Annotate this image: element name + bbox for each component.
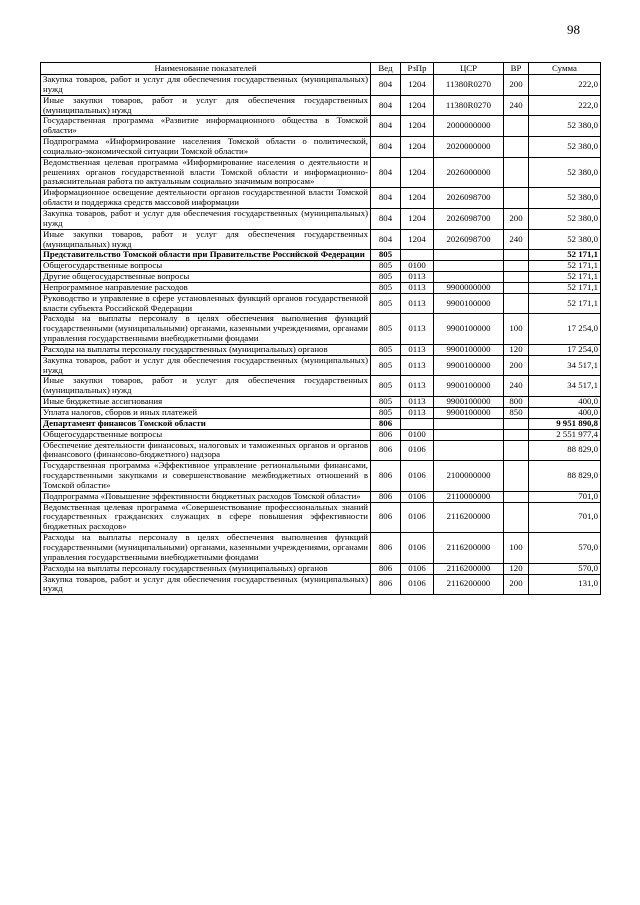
row-ved-cell: 805 [371,314,401,345]
row-vr-cell: 100 [504,314,529,345]
row-rzpr-cell: 1204 [401,95,434,116]
row-sum-cell: 400,0 [529,408,601,419]
row-ved-cell: 805 [371,293,401,314]
row-ved-cell: 805 [371,397,401,408]
table-row [41,75,601,96]
row-vr-cell: 240 [504,376,529,397]
row-rzpr-cell: 0113 [401,293,434,314]
table-row [41,574,601,595]
row-csr-cell: 9900100000 [434,397,504,408]
row-ved-cell: 806 [371,574,401,595]
row-vr-cell [504,116,529,137]
row-csr-cell: 2100000000 [434,461,504,492]
row-ved-cell: 805 [371,282,401,293]
row-csr-cell: 11380R0270 [434,75,504,96]
row-sum-cell: 9 951 890,8 [529,418,601,429]
row-sum-cell: 52 171,1 [529,261,601,272]
row-rzpr-cell: 0113 [401,314,434,345]
row-ved-cell: 806 [371,429,401,440]
table-row [41,491,601,502]
row-csr-cell: 2020000000 [434,137,504,158]
table-row [41,429,601,440]
row-rzpr-cell: 0106 [401,491,434,502]
row-ved-cell: 805 [371,272,401,283]
row-rzpr-cell: 0106 [401,440,434,461]
row-rzpr-cell: 0113 [401,376,434,397]
row-ved-cell: 804 [371,188,401,209]
table-row [41,137,601,158]
row-name-cell: Расходы на выплаты персоналу в целях обеспечения выполнения функций государственными (муниципальными) органами, казенными учреждениями, органами управления государственными внебюджетными фондами [41,314,371,345]
row-vr-cell: 240 [504,229,529,250]
header-vr: ВР [504,63,529,75]
row-csr-cell: 2026098700 [434,208,504,229]
row-rzpr-cell: 1204 [401,137,434,158]
row-sum-cell: 400,0 [529,397,601,408]
table-row [41,440,601,461]
row-sum-cell: 52 380,0 [529,188,601,209]
row-rzpr-cell: 0106 [401,563,434,574]
row-ved-cell: 804 [371,137,401,158]
row-name-cell: Иные закупки товаров, работ и услуг для обеспечения государственных (муниципальных) нужд [41,376,371,397]
header-csr: ЦСР [434,63,504,75]
row-ved-cell: 805 [371,344,401,355]
row-vr-cell: 100 [504,533,529,564]
row-sum-cell: 52 380,0 [529,208,601,229]
row-csr-cell: 2116200000 [434,502,504,533]
row-sum-cell: 17 254,0 [529,344,601,355]
row-vr-cell [504,502,529,533]
row-sum-cell: 52 171,1 [529,293,601,314]
row-rzpr-cell: 1204 [401,157,434,188]
table-row [41,344,601,355]
row-sum-cell: 34 517,1 [529,376,601,397]
row-sum-cell: 701,0 [529,491,601,502]
budget-table [40,62,601,595]
header-rzpr: РзПр [401,63,434,75]
row-vr-cell: 120 [504,344,529,355]
page-number: 98 [567,22,580,37]
row-csr-cell [434,440,504,461]
row-ved-cell: 804 [371,229,401,250]
row-rzpr-cell: 0106 [401,461,434,492]
row-name-cell: Уплата налогов, сборов и иных платежей [41,408,371,419]
row-name-cell: Закупка товаров, работ и услуг для обеспечения государственных (муниципальных) нужд [41,574,371,595]
header-sum: Сумма [529,63,601,75]
row-ved-cell: 805 [371,376,401,397]
row-name-cell: Другие общегосударственные вопросы [41,272,371,283]
row-name-cell: Закупка товаров, работ и услуг для обеспечения государственных (муниципальных) нужд [41,75,371,96]
row-name-cell: Непрограммное направление расходов [41,282,371,293]
row-name-cell: Закупка товаров, работ и услуг для обеспечения государственных (муниципальных) нужд [41,208,371,229]
row-csr-cell: 2000000000 [434,116,504,137]
row-sum-cell: 222,0 [529,95,601,116]
row-sum-cell: 52 171,1 [529,282,601,293]
table-row [41,157,601,188]
row-sum-cell: 570,0 [529,533,601,564]
row-name-cell: Государственная программа «Эффективное управление региональными финансами, государственными закупками и совершенствование межбюджетных отношений в Томской области» [41,461,371,492]
row-ved-cell: 806 [371,533,401,564]
row-csr-cell: 2116200000 [434,574,504,595]
table-row [41,418,601,429]
row-csr-cell [434,272,504,283]
row-csr-cell: 9900100000 [434,344,504,355]
row-name-cell: Иные закупки товаров, работ и услуг для обеспечения государственных (муниципальных) нужд [41,229,371,250]
row-name-cell: Подпрограмма «Информирование населения Томской области о политической, социально-экономической ситуации Томской области» [41,137,371,158]
row-name-cell: Департамент финансов Томской области [41,418,371,429]
row-name-cell: Ведомственная целевая программа «Информирование населения о деятельности и решениях органов государственной власти Томской области и информационно-разъяснительная работа по актуальным социально значимым вопросам» [41,157,371,188]
row-name-cell: Государственная программа «Развитие информационного общества в Томской области» [41,116,371,137]
row-sum-cell: 52 380,0 [529,116,601,137]
table-row [41,461,601,492]
row-csr-cell: 9900000000 [434,282,504,293]
row-sum-cell: 34 517,1 [529,355,601,376]
row-sum-cell: 52 171,1 [529,272,601,283]
row-vr-cell [504,157,529,188]
row-name-cell: Руководство и управление в сфере установленных функций органов государственной власти субъекта Российской Федерации [41,293,371,314]
row-rzpr-cell: 1204 [401,208,434,229]
row-csr-cell: 2116200000 [434,563,504,574]
table-row [41,250,601,261]
table-row [41,261,601,272]
table-row [41,397,601,408]
row-vr-cell [504,250,529,261]
row-vr-cell [504,272,529,283]
row-ved-cell: 804 [371,95,401,116]
row-sum-cell: 88 829,0 [529,461,601,492]
row-rzpr-cell: 0100 [401,261,434,272]
row-vr-cell: 120 [504,563,529,574]
row-sum-cell: 701,0 [529,502,601,533]
row-ved-cell: 805 [371,355,401,376]
table-row [41,314,601,345]
row-vr-cell: 850 [504,408,529,419]
row-name-cell: Закупка товаров, работ и услуг для обеспечения государственных (муниципальных) нужд [41,355,371,376]
row-rzpr-cell: 0100 [401,429,434,440]
row-vr-cell: 200 [504,574,529,595]
row-rzpr-cell: 1204 [401,188,434,209]
row-csr-cell: 9900100000 [434,376,504,397]
table-row [41,355,601,376]
table-row [41,533,601,564]
row-vr-cell [504,293,529,314]
row-ved-cell: 806 [371,440,401,461]
row-name-cell: Общегосударственные вопросы [41,261,371,272]
row-csr-cell [434,261,504,272]
row-name-cell: Расходы на выплаты персоналу государственных (муниципальных) органов [41,344,371,355]
row-csr-cell [434,418,504,429]
row-csr-cell [434,250,504,261]
row-rzpr-cell: 0113 [401,397,434,408]
table-row [41,95,601,116]
row-ved-cell: 805 [371,261,401,272]
row-vr-cell [504,282,529,293]
header-ved: Вед [371,63,401,75]
row-ved-cell: 804 [371,157,401,188]
row-sum-cell: 222,0 [529,75,601,96]
table-row [41,229,601,250]
row-csr-cell: 2116200000 [434,533,504,564]
row-name-cell: Информационное освещение деятельности органов государственной власти Томской области и поддержка средств массовой информации [41,188,371,209]
row-rzpr-cell: 0113 [401,408,434,419]
row-csr-cell: 11380R0270 [434,95,504,116]
row-vr-cell: 200 [504,75,529,96]
row-name-cell: Иные бюджетные ассигнования [41,397,371,408]
row-vr-cell [504,461,529,492]
row-rzpr-cell: 0113 [401,355,434,376]
row-vr-cell [504,418,529,429]
row-name-cell: Обеспечение деятельности финансовых, налоговых и таможенных органов и органов финансового (финансово-бюджетного) надзора [41,440,371,461]
row-sum-cell: 88 829,0 [529,440,601,461]
row-csr-cell: 2026000000 [434,157,504,188]
row-vr-cell [504,261,529,272]
row-vr-cell: 200 [504,355,529,376]
row-sum-cell: 52 380,0 [529,137,601,158]
table-row [41,376,601,397]
row-vr-cell: 800 [504,397,529,408]
row-ved-cell: 806 [371,418,401,429]
row-ved-cell: 804 [371,208,401,229]
row-rzpr-cell: 1204 [401,116,434,137]
row-vr-cell: 240 [504,95,529,116]
row-name-cell: Подпрограмма «Повышение эффективности бюджетных расходов Томской области» [41,491,371,502]
row-csr-cell: 9900100000 [434,355,504,376]
row-rzpr-cell [401,250,434,261]
row-sum-cell: 131,0 [529,574,601,595]
row-ved-cell: 804 [371,75,401,96]
row-name-cell: Расходы на выплаты персоналу в целях обеспечения выполнения функций государственными (муниципальными) органами, казенными учреждениями, органами управления государственными внебюджетными фондами [41,533,371,564]
row-sum-cell: 17 254,0 [529,314,601,345]
row-csr-cell: 9900100000 [434,314,504,345]
row-name-cell: Представительство Томской области при Правительстве Российской Федерации [41,250,371,261]
row-ved-cell: 806 [371,461,401,492]
table-row [41,563,601,574]
row-csr-cell: 2026098700 [434,188,504,209]
row-rzpr-cell: 0113 [401,282,434,293]
row-vr-cell [504,491,529,502]
row-csr-cell [434,429,504,440]
row-rzpr-cell: 0113 [401,344,434,355]
row-csr-cell: 2110000000 [434,491,504,502]
row-rzpr-cell: 1204 [401,75,434,96]
row-csr-cell: 9900100000 [434,408,504,419]
table-row [41,408,601,419]
table-row [41,116,601,137]
header-name: Наименование показателей [41,63,371,75]
row-csr-cell: 9900100000 [434,293,504,314]
row-vr-cell [504,429,529,440]
row-sum-cell: 52 380,0 [529,157,601,188]
row-vr-cell: 200 [504,208,529,229]
row-vr-cell [504,188,529,209]
row-ved-cell: 806 [371,491,401,502]
row-sum-cell: 2 551 977,4 [529,429,601,440]
row-rzpr-cell [401,418,434,429]
row-sum-cell: 570,0 [529,563,601,574]
row-ved-cell: 805 [371,408,401,419]
row-sum-cell: 52 380,0 [529,229,601,250]
row-rzpr-cell: 0106 [401,574,434,595]
row-ved-cell: 804 [371,116,401,137]
row-vr-cell [504,440,529,461]
row-name-cell: Расходы на выплаты персоналу государственных (муниципальных) органов [41,563,371,574]
table-row [41,293,601,314]
table-row [41,502,601,533]
row-rzpr-cell: 0106 [401,502,434,533]
table-header-row [41,63,601,75]
table-row [41,208,601,229]
row-name-cell: Ведомственная целевая программа «Совершенствование профессиональных знаний государственных гражданских служащих в сфере повышения эффективности бюджетных расходов» [41,502,371,533]
row-name-cell: Общегосударственные вопросы [41,429,371,440]
row-rzpr-cell: 1204 [401,229,434,250]
table-row [41,282,601,293]
row-rzpr-cell: 0113 [401,272,434,283]
row-ved-cell: 805 [371,250,401,261]
row-vr-cell [504,137,529,158]
table-row [41,272,601,283]
table-row [41,188,601,209]
row-sum-cell: 52 171,1 [529,250,601,261]
row-csr-cell: 2026098700 [434,229,504,250]
row-rzpr-cell: 0106 [401,533,434,564]
row-ved-cell: 806 [371,563,401,574]
row-name-cell: Иные закупки товаров, работ и услуг для обеспечения государственных (муниципальных) нужд [41,95,371,116]
row-ved-cell: 806 [371,502,401,533]
